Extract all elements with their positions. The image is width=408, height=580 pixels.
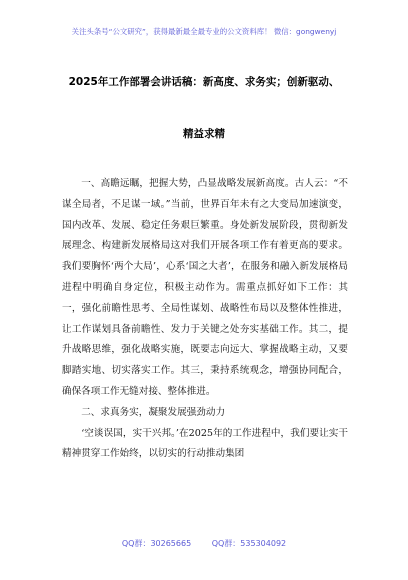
section-heading: 二、求真务实，凝聚发展强劲动力: [81, 406, 226, 418]
footer-qq-groups: [0, 538, 408, 549]
document-body: [62, 174, 348, 465]
footer-qq-group-2: QQ群：535304092: [211, 539, 287, 548]
document-title-line-2: 精益求精: [183, 128, 225, 140]
document-title-line-1: 2025年工作部署会讲话稿：新高度、求务实；创新驱动、: [68, 76, 340, 88]
footer-qq-group-1: QQ群：30265665: [121, 539, 192, 548]
header-notice: 关注头条号“公文研究”，获得最新最全最专业的公文资料库！ 微信：gongwenyj: [71, 27, 337, 36]
body-paragraph: ‘空谈误国，实干兴邦。’在2025年的工作进程中，我们要让实干精神贯穿工作始终，以切实的行动推动集团: [62, 427, 348, 460]
body-paragraph: 一、高瞻远瞩，把握大势，凸显战略发展新高度。古人云：“不谋全局者，不足谋一域。”当前，世界百年未有之大变局加速演变，国内改革、发展、稳定任务艰巨繁重。身处新发展阶段，贯彻新发展理念、构建新发展格局这对我们开展各项工作有着更高的要求。我们要胸怀‘两个大局’，心系‘国之大者’，在服务和融入新发展格局进程中明确自身定位，积极主动作为。需重点抓好如下工作：其一，强化前瞻性思考、全局性谋划、战略性布局以及整体性推进，让工作谋划具备前瞻性、发力于关键之处夯实基础工作。其二，提升战略思维，强化战略实施，既要志向远大、掌握战略主动，又要脚踏实地、切实落实工作。其三，秉持系统观念，增强协同配合，确保各项工作无缝对接、整体推进。: [62, 178, 348, 397]
